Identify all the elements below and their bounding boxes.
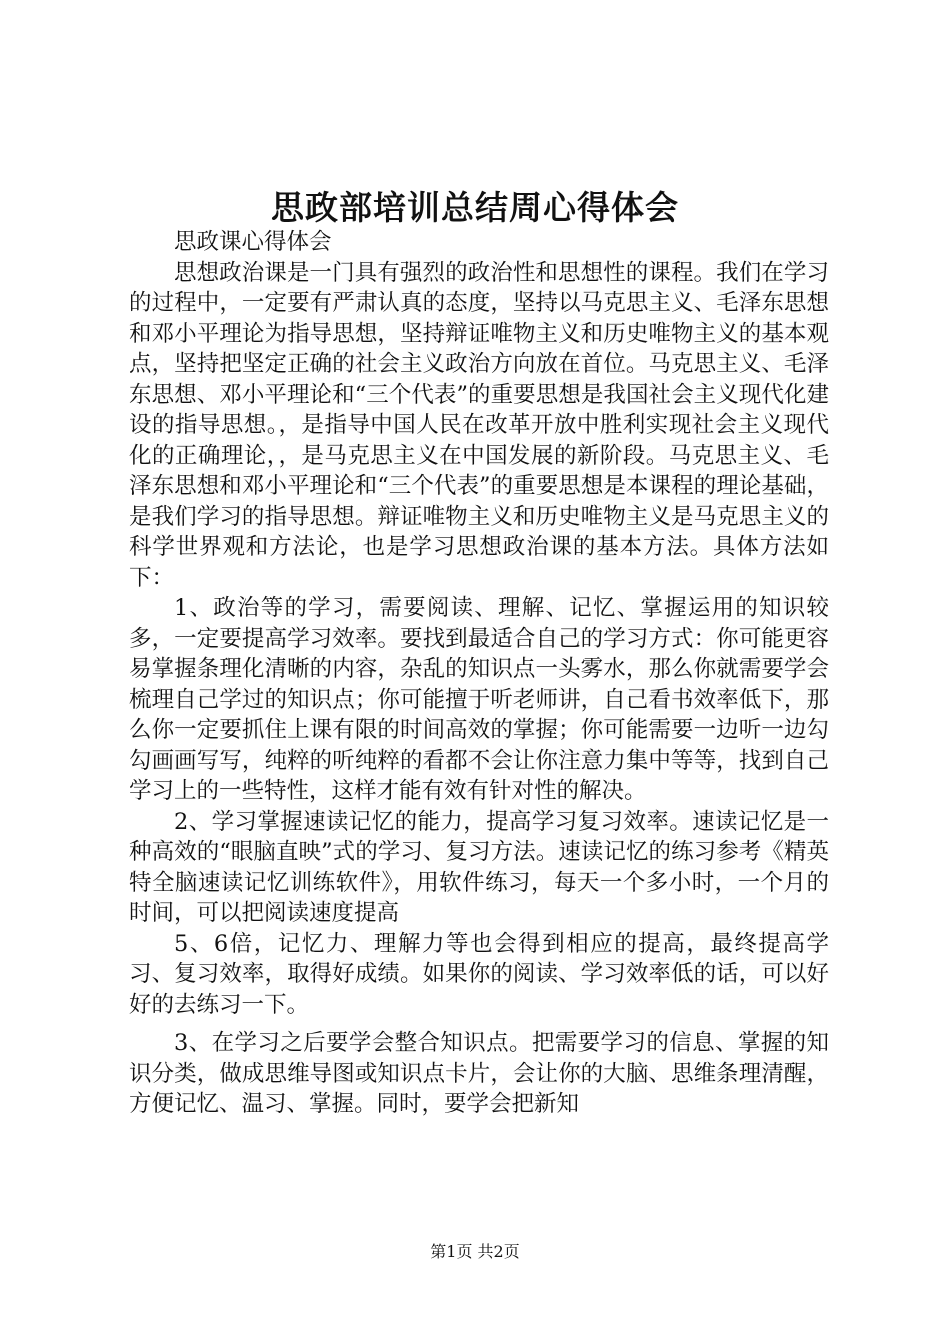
paragraph-method-2: 2、学习掌握速读记忆的能力，提高学习复习效率。速读记忆是一种高效的“眼脑直映”式的学习、复习方法。速读记忆的练习参考《精英特全脑速读记忆训练软件》，用软件练习，每天一个多小时，一个月的时间，可以把阅读速度提高 — [129, 808, 829, 926]
paragraph-intro: 思想政治课是一门具有强烈的政治性和思想性的课程。我们在学习的过程中，一定要有严肃认真的态度，坚持以马克思主义、毛泽东思想和邓小平理论为指导思想，坚持辩证唯物主义和历史唯物主义的基本观点，坚持把坚定正确的社会主义政治方向放在首位。马克思主义、毛泽东思想、邓小平理论和“三个代表”的重要思想是我国社会主义现代化建设的指导思想。，是指导中国人民在改革开放中胜利实现社会主义现代化的正确理论，，是马克思主义在中国发展的新阶段。马克思主义、毛泽东思想和邓小平理论和“三个代表”的重要思想是本课程的理论基础，是我们学习的指导思想。辩证唯物主义和历史唯物主义是马克思主义的科学世界观和方法论，也是学习思想政治课的基本方法。具体方法如下： — [129, 259, 829, 591]
paragraph-method-3: 3、在学习之后要学会整合知识点。把需要学习的信息、掌握的知识分类，做成思维导图或知识点卡片，会让你的大脑、思维条理清醒，方便记忆、温习、掌握。同时，要学会把新知 — [129, 1030, 829, 1117]
paragraph-method-1: 1、政治等的学习，需要阅读、理解、记忆、掌握运用的知识较多，一定要提高学习效率。要找到最适合自己的学习方式：你可能更容易掌握条理化清晰的内容，杂乱的知识点一头雾水，那么你就需要学会梳理自己学过的知识点；你可能擅于听老师讲，自己看书效率低下，那么你一定要抓住上课有限的时间高效的掌握；你可能需要一边听一边勾勾画画写写，纯粹的听纯粹的看都不会让你注意力集中等等，找到自己学习上的一些特性，这样才能有效有针对性的解决。 — [129, 595, 829, 804]
document-title: 思政部培训总结周心得体会 — [271, 188, 679, 227]
paragraph-method-2-cont: 5、6倍，记忆力、理解力等也会得到相应的提高，最终提高学习、复习效率，取得好成绩。如果你的阅读、学习效率低的话，可以好好的去练习一下。 — [129, 930, 829, 1018]
subtitle-line: 思政课心得体会 — [174, 229, 332, 255]
page-footer: 第1页 共2页 — [430, 1242, 520, 1261]
document-body — [129, 227, 829, 1120]
